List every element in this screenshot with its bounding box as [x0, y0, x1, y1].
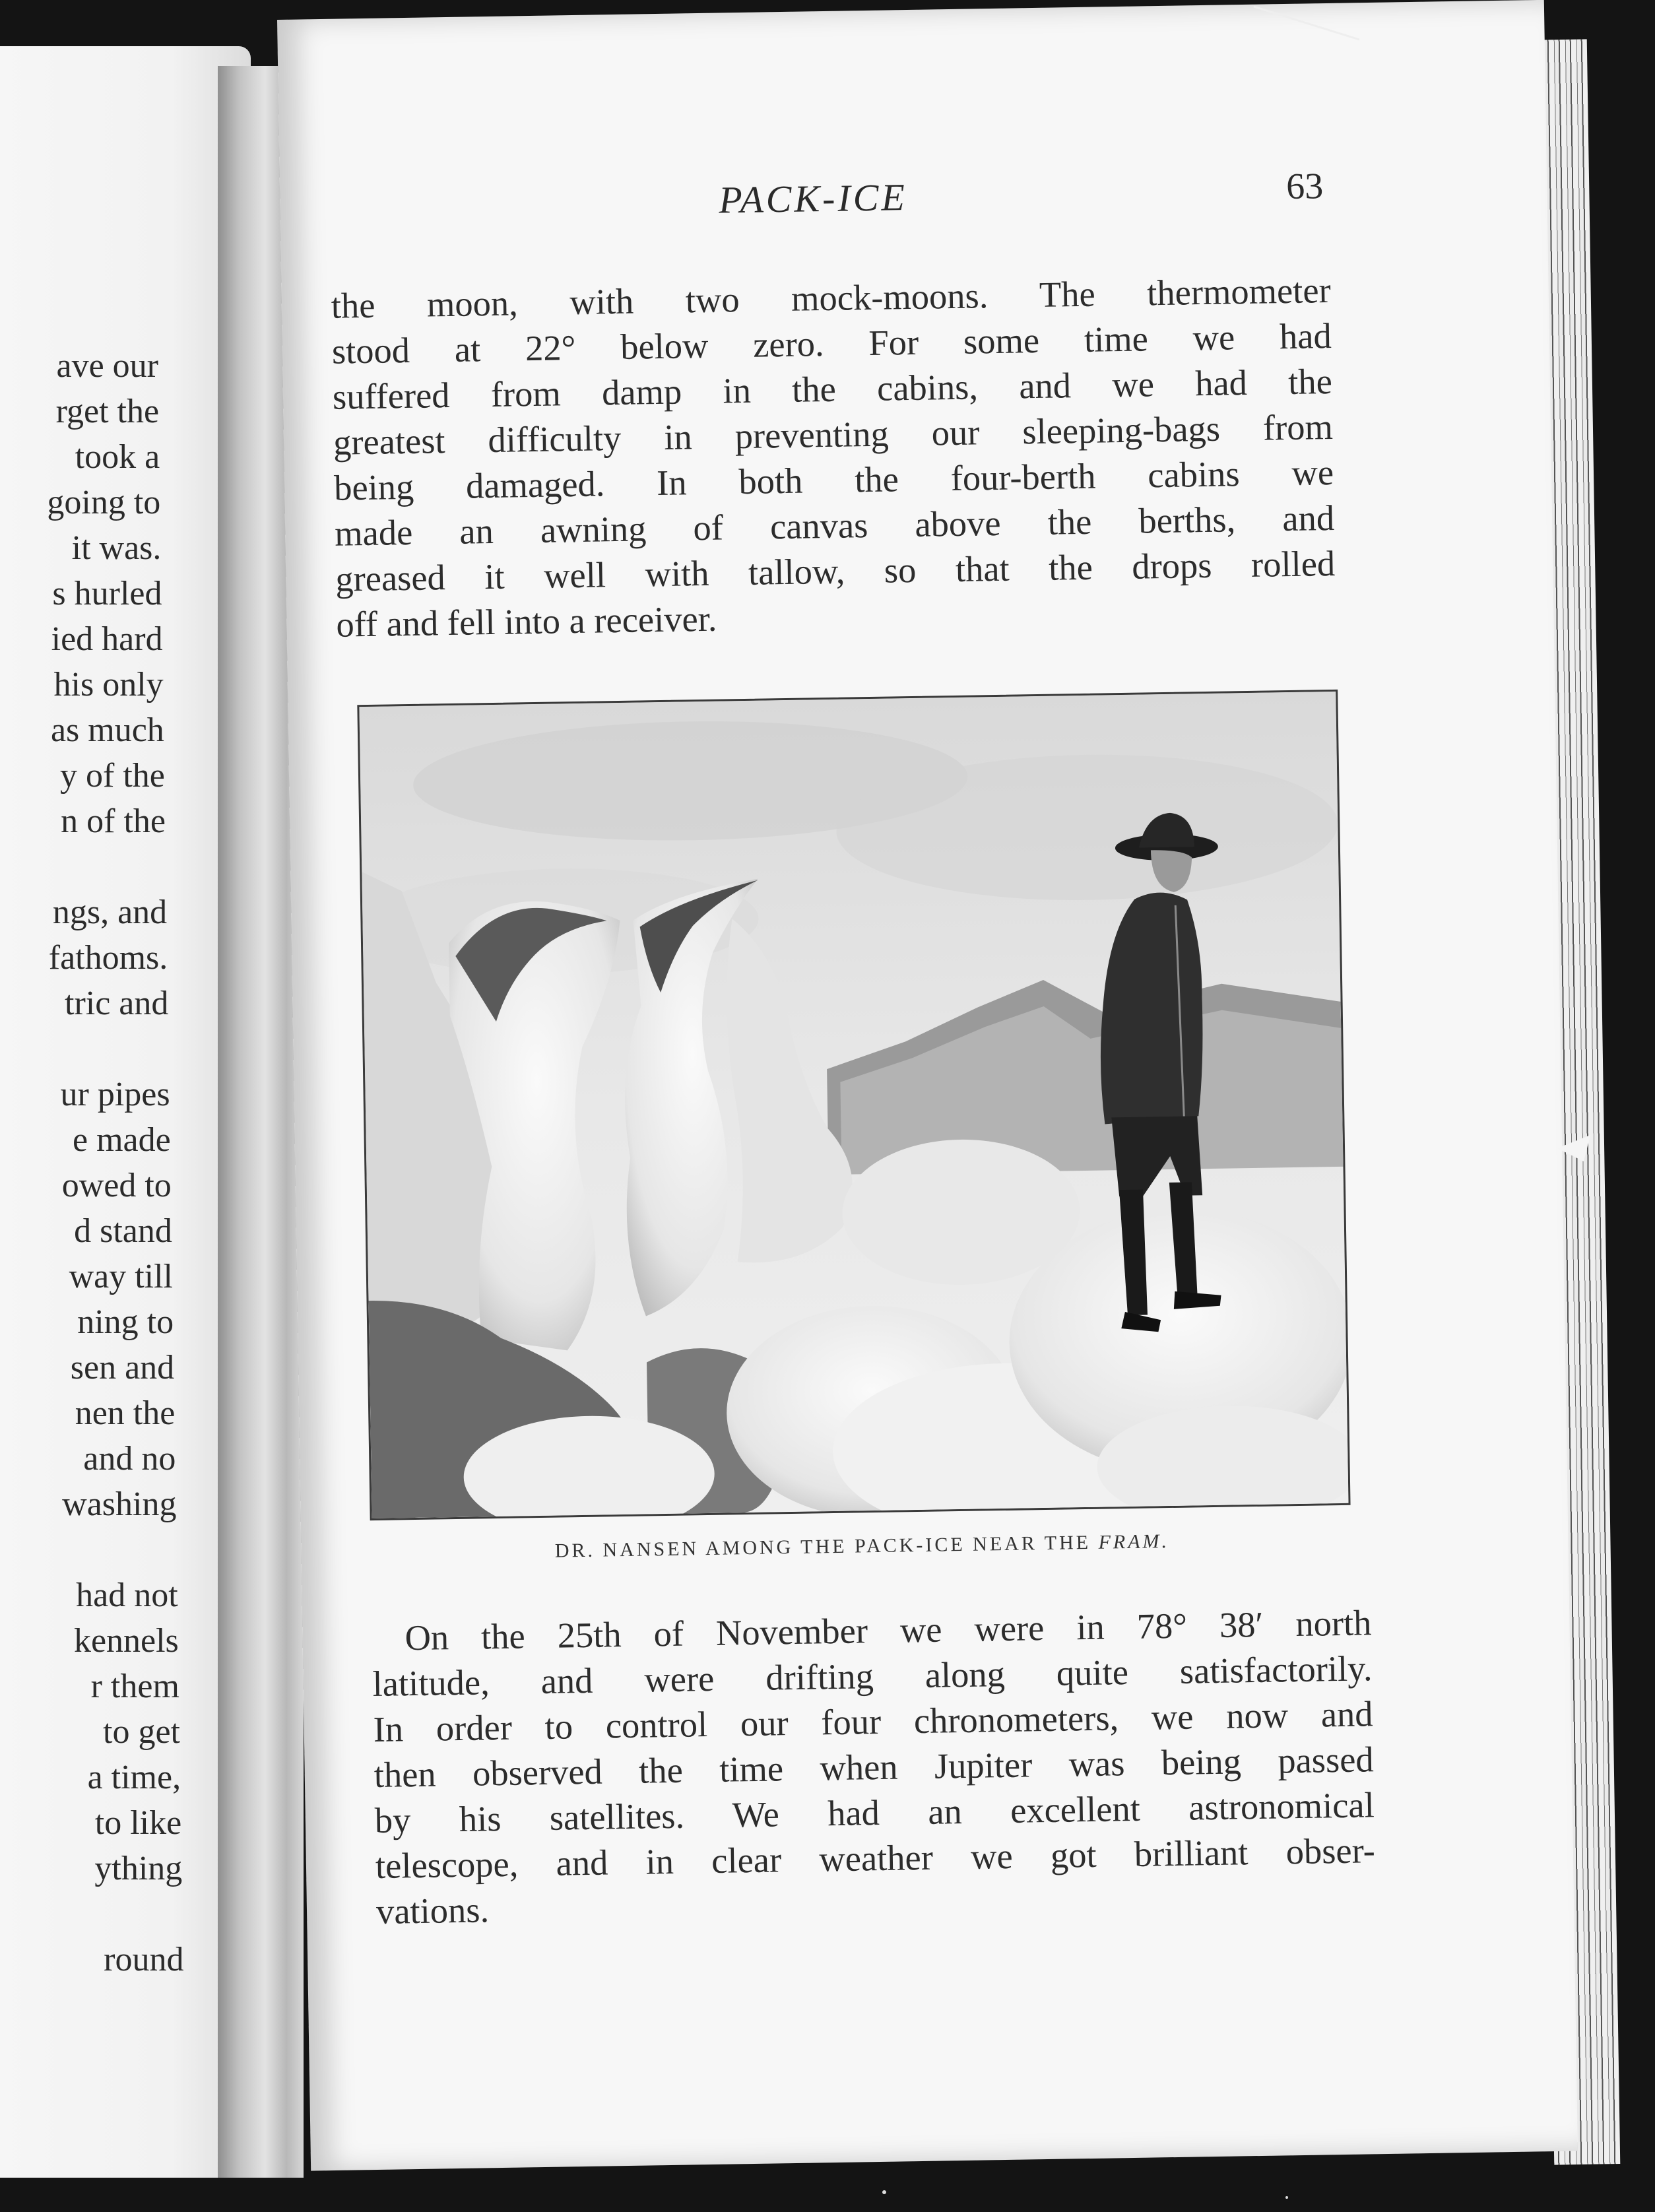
caption-text: DR. NANSEN AMONG THE PACK-ICE NEAR THE	[554, 1531, 1091, 1562]
left-page-line: a time,	[87, 1759, 181, 1796]
left-page-line: fathoms.	[48, 939, 168, 977]
left-page-line: sen and	[70, 1349, 175, 1386]
left-page-line: washing	[62, 1485, 177, 1523]
caption-ship-name: FRAM.	[1098, 1530, 1170, 1553]
text-line: greatest difficulty in preventing our sleeping-bags from	[333, 406, 1334, 463]
text-line: telescope, and in clear weather we got brilliant obser-	[375, 1830, 1376, 1887]
left-page-line: it was.	[71, 529, 162, 567]
left-page-line: ngs, and	[52, 894, 168, 931]
text-line: stood at 22° below zero. For some time we had	[331, 315, 1332, 372]
left-page-line: and no	[83, 1440, 176, 1478]
left-page-line: ything	[94, 1850, 183, 1887]
text-line: suffered from damp in the cabins, and we had the	[332, 360, 1333, 417]
left-page-line: d stand	[74, 1212, 172, 1250]
left-page-line: nen the	[75, 1394, 176, 1432]
left-page-line: e made	[73, 1121, 171, 1159]
text-line: made an awning of canvas above the berths, and	[334, 497, 1335, 554]
page-number: 63	[1285, 166, 1324, 208]
running-head: PACK-ICE	[718, 176, 908, 222]
left-page-line: to like	[94, 1804, 182, 1842]
left-page-line: took a	[75, 438, 160, 476]
left-page-line: to get	[103, 1713, 180, 1751]
left-page-line: tric and	[65, 985, 169, 1022]
text-line: vations.	[375, 1889, 490, 1932]
left-page-line: way till	[69, 1258, 173, 1295]
left-page-line: as much	[50, 711, 164, 749]
left-page-line: rget the	[55, 393, 160, 430]
text-line: then observed the time when Jupiter was being passed	[373, 1739, 1375, 1796]
left-page-line: n of the	[61, 802, 166, 840]
left-page-line: his only	[53, 666, 164, 703]
left-page-line: had not	[76, 1577, 178, 1614]
text-line: off and fell into a receiver.	[335, 598, 717, 645]
left-page-line: owed to	[61, 1167, 172, 1204]
text-line: being damaged. In both the four-berth cabins we	[333, 451, 1334, 508]
left-page-line: ied hard	[51, 620, 163, 658]
left-page-line: r them	[90, 1668, 179, 1705]
text-line: by his satellites. We had an excellent astronomical	[374, 1784, 1375, 1841]
text-line: greased it well with tallow, so that the drops rolled	[335, 542, 1336, 599]
left-page-line: ning to	[77, 1303, 174, 1341]
left-page-line: ave our	[56, 347, 158, 385]
text-line: the moon, with two mock-moons. The thermometer	[331, 269, 1332, 326]
text-line: latitude, and were drifting along quite satisfactorily.	[372, 1648, 1373, 1705]
left-page-line: ur pipes	[60, 1076, 170, 1113]
left-page-line: y of the	[60, 757, 165, 795]
text-line: On the 25th of November we were in 78° 38′ north	[405, 1602, 1372, 1658]
left-page-line: s hurled	[52, 575, 162, 612]
left-page-line: kennels	[73, 1622, 179, 1660]
left-page-line: round	[104, 1941, 184, 1978]
left-page-line: going to	[47, 484, 161, 521]
text-line: In order to control our four chronometers, we now and	[373, 1693, 1374, 1750]
